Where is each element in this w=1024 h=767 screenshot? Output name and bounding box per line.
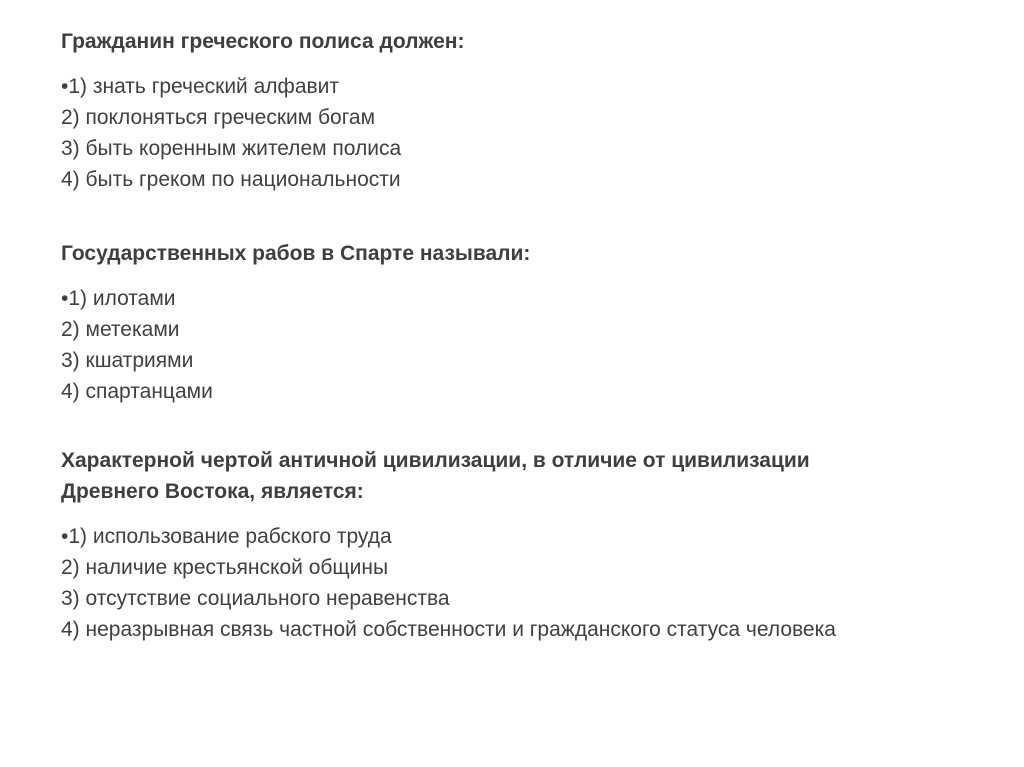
question-3-option-3: 3) отсутствие социального неравенства (61, 587, 450, 610)
question-2-option-1: •1) илотами (61, 287, 176, 310)
question-1-options (61, 71, 991, 195)
question-3-option-4: 4) неразрывная связь частной собственности и гражданского статуса человека (61, 618, 836, 641)
question-3-options (61, 521, 991, 645)
question-1-option-4: 4) быть греком по национальности (61, 168, 401, 191)
question-block-3 (61, 445, 991, 645)
question-2-title: Государственных рабов в Спарте называли: (61, 242, 531, 265)
question-1-option-1: •1) знать греческий алфавит (61, 75, 340, 98)
question-2-options (61, 283, 991, 407)
question-3-option-2: 2) наличие крестьянской общины (61, 556, 389, 579)
slide-content (61, 26, 991, 676)
question-2-option-4: 4) спартанцами (61, 380, 213, 403)
question-3-title (61, 445, 991, 507)
question-2-option-3: 3) кшатриями (61, 349, 194, 372)
question-3-title-line-2: Древнего Востока, является: (61, 480, 364, 503)
question-2-option-2: 2) метеками (61, 318, 180, 341)
question-3-title-line-1: Характерной чертой античной цивилизации, в отличие от цивилизации (61, 449, 810, 472)
question-1-option-2: 2) поклоняться греческим богам (61, 106, 376, 129)
question-1-title: Гражданин греческого полиса должен: (61, 30, 465, 53)
question-block-1 (61, 26, 991, 195)
question-block-2 (61, 238, 991, 407)
question-1-option-3: 3) быть коренным жителем полиса (61, 137, 402, 160)
question-3-option-1: •1) использование рабского труда (61, 525, 392, 548)
